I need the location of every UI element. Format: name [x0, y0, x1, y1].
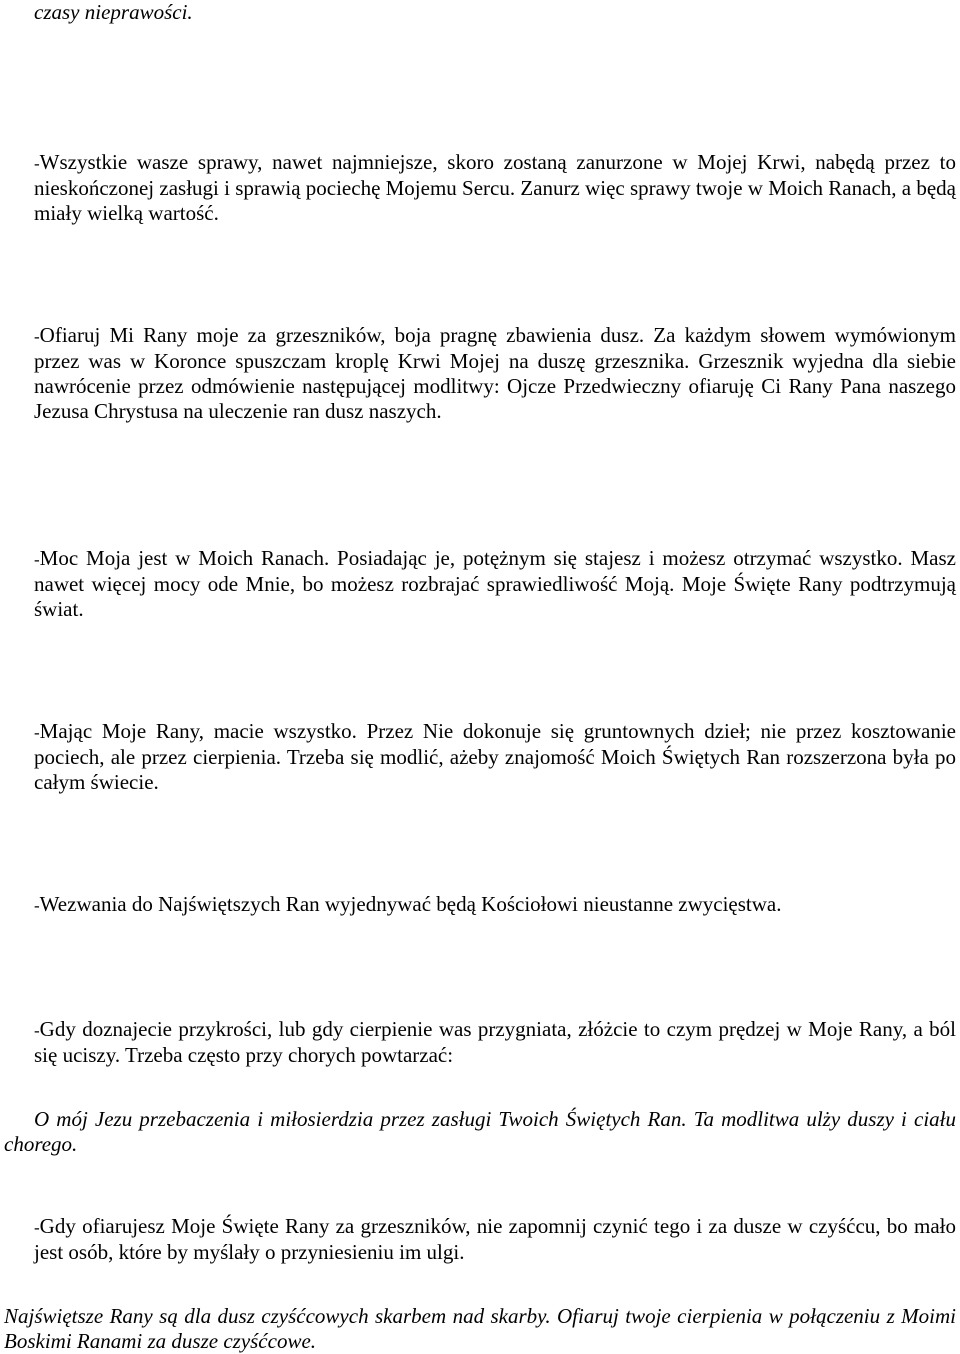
- paragraph-text: Mając Moje Rany, macie wszystko. Przez Nie dokonuje się gruntownych dzieł; nie przez kosztowanie pociech, ale przez cierpienia. Trzeba się modlić, ażeby znajomość Moich Świętych Ran rozszerzona była po całym świecie.: [34, 719, 956, 794]
- paragraph-dash: -: [34, 550, 40, 569]
- paragraph-text: O mój Jezu przebaczenia i miłosierdzia przez zasługi Twoich Świętych Ran. Ta modlitwa ulży duszy i ciału chorego.: [4, 1107, 956, 1156]
- paragraph-text: Gdy ofiarujesz Moje Święte Rany za grzeszników, nie zapomnij czynić tego i za dusze w czyśćcu, bo mało jest osób, które by myślały o przyniesieniu im ulgi.: [34, 1214, 956, 1264]
- paragraph-power-in-wounds: [34, 546, 956, 622]
- paragraph-dash: -: [34, 1218, 40, 1237]
- paragraph-text: Gdy doznajecie przykrości, lub gdy cierpienie was przygniata, złóżcie to czym prędzej w Moje Rany, a ból się uciszy. Trzeba często przy chorych powtarzać:: [34, 1017, 956, 1067]
- paragraph-text: Wezwania do Najświętszych Ran wyjednywać będą Kościołowi nieustanne zwycięstwa.: [39, 892, 782, 916]
- paragraph-dash: -: [34, 896, 40, 915]
- paragraph-suffering: [34, 1017, 956, 1068]
- paragraph-text: Najświętsze Rany są dla dusz czyśćcowych skarbem nad skarby. Ofiaruj twoje cierpienia w połączeniu z Moimi Boskimi Ranami za dusze czyśćcowe.: [4, 1304, 956, 1353]
- paragraph-text: czasy nieprawości.: [34, 0, 193, 24]
- paragraph-having-wounds: [34, 719, 956, 795]
- paragraph-intro-fragment: [34, 0, 924, 25]
- paragraph-offer-wounds: [34, 323, 956, 424]
- paragraph-text: Wszystkie wasze sprawy, nawet najmniejsze, skoro zostaną zanurzone w Mojej Krwi, nabędą przez to nieskończonej zasługi i sprawią pociechę Mojemu Sercu. Zanurz więc sprawy twoje w Moich Ranach, a będą miały wielką wartość.: [34, 150, 956, 225]
- paragraph-dash: -: [34, 1021, 40, 1040]
- paragraph-text: Moc Moja jest w Moich Ranach. Posiadając je, potężnym się stajesz i możesz otrzymać wszystko. Masz nawet więcej mocy ode Mnie, bo możesz rozbrajać sprawiedliwość Moją. Moje Święte Rany podtrzymują świat.: [34, 546, 956, 621]
- paragraph-prayer-for-sick: [4, 1107, 956, 1157]
- paragraph-dash: -: [34, 154, 40, 173]
- paragraph-treasure: [4, 1304, 956, 1354]
- paragraph-invocations: [34, 892, 956, 918]
- paragraph-souls-in-purgatory: [34, 1214, 956, 1265]
- paragraph-text: Ofiaruj Mi Rany moje za grzeszników, boja pragnę zbawienia dusz. Za każdym słowem wymówionym przez was w Koronce spuszczam kroplę Krwi Mojej na duszę grzesznika. Grzesznik wyjedna dla siebie nawrócenie przez odmówienie następującej modlitwy: Ojcze Przedwieczny ofiaruję Ci Rany Pana naszego Jezusa Chrystusa na uleczenie ran dusz naszych.: [34, 323, 956, 423]
- paragraph-dash: -: [34, 327, 40, 346]
- paragraph-blood-merits: [34, 150, 956, 226]
- paragraph-dash: -: [34, 723, 40, 742]
